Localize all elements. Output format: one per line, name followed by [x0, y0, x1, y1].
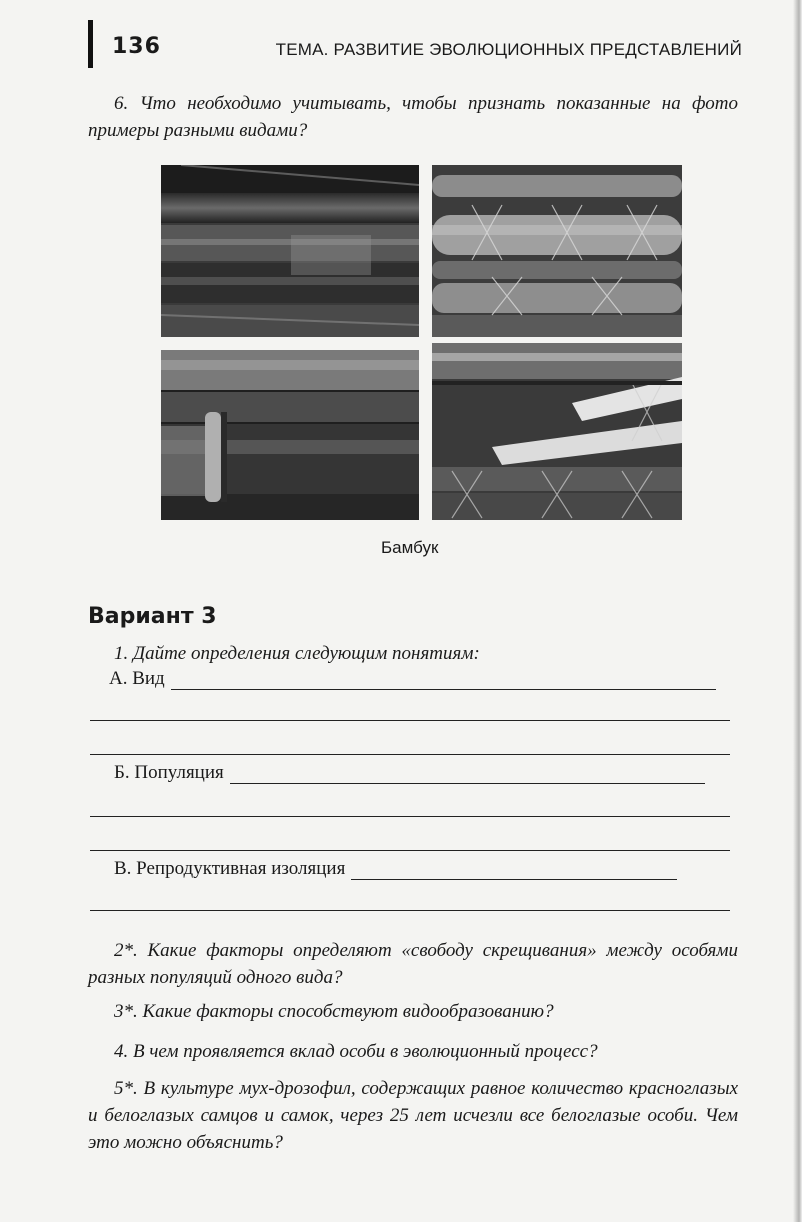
question-1: 1. Дайте определения следующим понятиям:: [114, 643, 480, 664]
answer-line: [171, 671, 716, 690]
term-reproductive-isolation-label: В. Репродуктивная изоляция: [114, 858, 346, 879]
question-6: 6. Что необходимо учитывать, чтобы признать показанные на фото примеры разными видами?: [88, 93, 738, 141]
running-title: ТЕМА. РАЗВИТИЕ ЭВОЛЮЦИОННЫХ ПРЕДСТАВЛЕНИЙ: [275, 40, 742, 59]
question-4: 4. В чем проявляется вклад особи в эволюционный процесс?: [114, 1041, 598, 1062]
term-species-label: А. Вид: [109, 668, 165, 689]
answer-line: [90, 850, 730, 851]
bamboo-photo-3: [161, 350, 419, 520]
bamboo-photo-1: [161, 165, 419, 337]
variant-title: Вариант 3: [88, 604, 217, 629]
term-population-label: Б. Популяция: [114, 762, 224, 783]
header-rule: [88, 20, 93, 68]
question-2: 2*. Какие факторы определяют «свободу скрещивания» между особями разных популяций одного вида?: [88, 940, 738, 988]
bamboo-photo-4: [432, 343, 682, 520]
term-reproductive-isolation: [114, 858, 677, 880]
term-population: [114, 762, 705, 784]
answer-line: [90, 816, 730, 817]
page-edge-shadow: [742, 0, 802, 1222]
answer-line: [90, 754, 730, 755]
answer-line: [230, 765, 705, 784]
photo-caption: Бамбук: [381, 538, 439, 557]
question-3: 3*. Какие факторы способствуют видообразованию?: [114, 1001, 554, 1022]
answer-line: [90, 910, 730, 911]
question-5: 5*. В культуре мух-дрозофил, содержащих равное количество красноглазых и белоглазых самцов и самок, через 25 лет исчезли все белоглазые особи. Чем это можно объяснить?: [88, 1078, 738, 1153]
term-species: [109, 668, 716, 690]
page-number: 136: [112, 34, 161, 59]
answer-line: [351, 861, 677, 880]
bamboo-photo-2: [432, 165, 682, 337]
answer-line: [90, 720, 730, 721]
